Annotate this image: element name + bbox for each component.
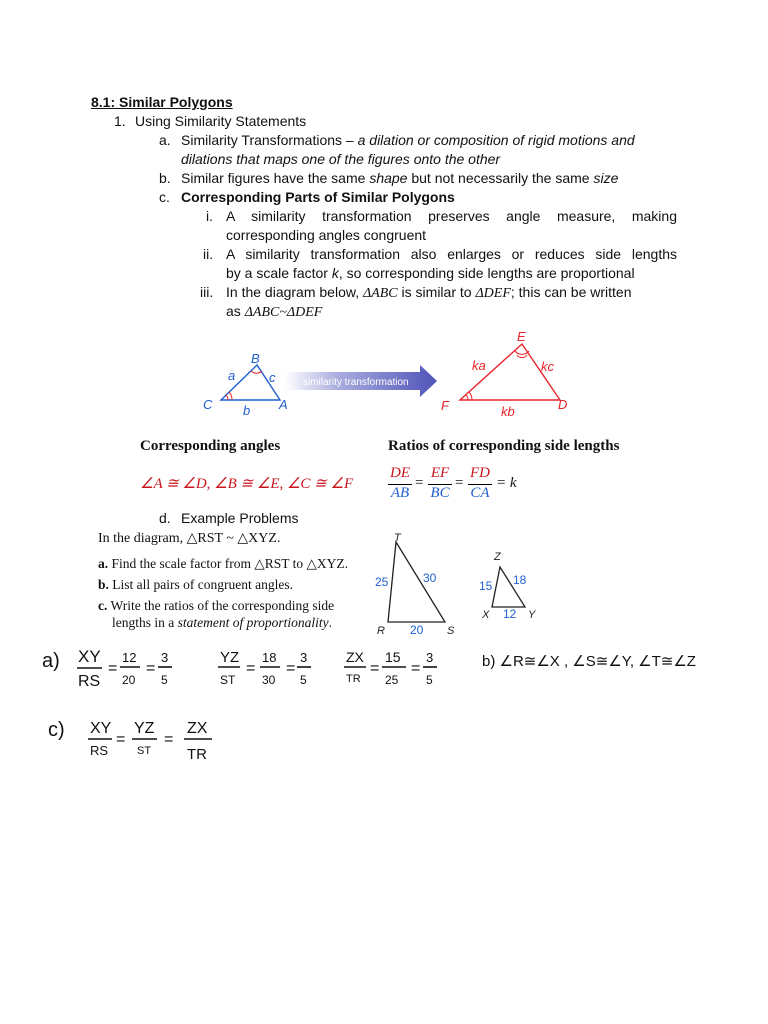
outline-1-number: 1. xyxy=(114,113,126,129)
frac-18-30-den: 30 xyxy=(262,673,276,687)
example-intro: In the diagram, △RST ~ △XYZ. xyxy=(98,531,281,546)
angle-e-mark-inner xyxy=(517,355,527,358)
outline-d-text: Example Problems xyxy=(181,510,299,526)
eq-3: = xyxy=(246,660,256,677)
question-c-label: c. xyxy=(98,598,108,613)
ratio-1-denominator-text: AB xyxy=(390,485,410,501)
question-a-text: Find the scale factor from △RST to △XYZ. xyxy=(111,556,348,571)
ratio-eq-2: = xyxy=(455,475,464,491)
c-frac-zx-den: TR xyxy=(187,746,207,763)
outline-b-size: size xyxy=(593,170,619,186)
c-eq-2: = xyxy=(164,731,174,748)
frac-xy-rs-num: XY xyxy=(78,647,101,666)
outline-ii-k: k xyxy=(331,265,339,281)
eq-1: = xyxy=(108,660,118,677)
ratio-1-denominator xyxy=(388,485,412,502)
ratio-3-numerator: FD xyxy=(470,465,490,481)
angle-c-mark xyxy=(229,392,232,400)
handwritten-answer-c xyxy=(40,712,240,774)
vertex-c-label: C xyxy=(203,397,213,412)
frac-3-5-a-num: 3 xyxy=(161,650,169,665)
similarity-arrow xyxy=(285,365,437,397)
example-question-c xyxy=(98,598,334,614)
example-question-c-line2 xyxy=(112,615,332,631)
vertex-y-label: Y xyxy=(528,609,536,621)
outline-ii-part1: by a scale factor xyxy=(226,265,332,281)
angle-c-mark-inner xyxy=(226,395,228,400)
side-20-label: 20 xyxy=(410,623,424,637)
answer-a-label: a) xyxy=(42,650,60,672)
outline-a-lead: Similarity Transformations – xyxy=(181,132,358,148)
eq-5: = xyxy=(370,660,380,677)
corresponding-angles-title: Corresponding angles xyxy=(140,438,281,454)
angle-f-mark-inner xyxy=(466,395,468,400)
outline-b-part1: Similar figures have the same xyxy=(181,170,370,186)
outline-iii-as: as xyxy=(226,303,245,319)
frac-3-5-a-den: 5 xyxy=(161,673,168,687)
c-frac-xy-den: RS xyxy=(90,743,109,758)
eq-2: = xyxy=(146,660,156,677)
similarity-diagram xyxy=(195,325,595,425)
outline-iii-part1: In the diagram below, xyxy=(226,284,363,300)
question-c-part1: lengths in a xyxy=(112,615,178,630)
vertex-e-label: E xyxy=(517,329,526,344)
small-triangle-abc xyxy=(203,351,288,418)
side-12-label: 12 xyxy=(503,607,517,621)
example-question-a xyxy=(98,556,348,572)
frac-3-5-c-num: 3 xyxy=(426,650,434,665)
vertex-s-label: S xyxy=(447,625,455,637)
question-b-label: b. xyxy=(98,577,109,592)
outline-iii-line2 xyxy=(226,302,322,322)
frac-zx-tr-num: ZX xyxy=(346,649,364,665)
example-question-b xyxy=(98,577,293,593)
frac-zx-tr-den: TR xyxy=(346,673,361,685)
outline-ii-line2 xyxy=(226,264,635,283)
side-ka-label: ka xyxy=(472,358,486,373)
ratio-2-numerator: EF xyxy=(430,465,450,481)
page-title: 8.1: Similar Polygons xyxy=(91,94,233,110)
outline-d-number: d. xyxy=(159,510,171,526)
c-frac-yz-num: YZ xyxy=(134,720,155,737)
eq-4: = xyxy=(286,660,296,677)
vertex-x-label: X xyxy=(482,609,490,621)
outline-ii-line1: A similarity transformation also enlarges or reduces side lengths xyxy=(226,246,677,262)
side-18-label: 18 xyxy=(513,573,527,587)
side-b-label: b xyxy=(243,403,251,418)
question-c-term: statement of proportionality xyxy=(177,615,329,630)
side-a-label: a xyxy=(228,368,236,383)
frac-3-5-b-den: 5 xyxy=(300,673,307,687)
side-kc-label: kc xyxy=(541,359,554,374)
outline-ii-part2: , so corresponding side lengths are proportional xyxy=(338,265,635,281)
frac-15-25-num: 15 xyxy=(385,649,401,665)
frac-3-5-b-num: 3 xyxy=(300,650,308,665)
outline-i-line1: A similarity transformation preserves angle measure, making xyxy=(226,208,677,224)
outline-a-number: a. xyxy=(159,132,171,148)
vertex-r-label: R xyxy=(377,625,385,637)
frac-3-5-c-den: 5 xyxy=(426,673,433,687)
frac-xy-rs-den: RS xyxy=(78,673,101,690)
handwritten-answer-a xyxy=(40,640,730,695)
outline-b-shape: shape xyxy=(369,170,408,186)
outline-b-text xyxy=(181,169,618,188)
ratio-3-denominator: CA xyxy=(470,485,490,501)
ratio-1-numerator: DE xyxy=(390,465,410,481)
frac-12-20-den: 20 xyxy=(122,673,136,687)
eq-6: = xyxy=(411,660,421,677)
frac-12-20-num: 12 xyxy=(122,650,137,665)
vertex-b-label: B xyxy=(251,351,260,366)
vertex-z-label: Z xyxy=(494,551,501,563)
outline-a-line2: dilations that maps one of the figures onto the other xyxy=(181,151,501,167)
outline-b-part2: but not necessarily the same xyxy=(407,170,594,186)
question-a-label: a. xyxy=(98,556,109,571)
outline-iii-line1 xyxy=(226,283,632,303)
question-c-period: . xyxy=(328,615,332,630)
outline-iii-def: ΔDEF xyxy=(475,286,511,301)
vertex-a-label: A xyxy=(279,397,288,412)
triangle-rst-outline xyxy=(388,542,445,622)
ratio-equals-k: = k xyxy=(496,475,517,491)
question-b-text: List all pairs of congruent angles. xyxy=(112,577,293,592)
outline-c-number: c. xyxy=(159,189,170,205)
side-kb-label: kb xyxy=(501,404,515,419)
triangle-rst xyxy=(375,532,455,637)
outline-1-text: Using Similarity Statements xyxy=(135,113,307,129)
side-15-label: 15 xyxy=(479,579,493,593)
ratios-title: Ratios of corresponding side lengths xyxy=(388,438,620,454)
side-30-label: 30 xyxy=(423,571,437,585)
c-frac-zx-num: ZX xyxy=(187,720,208,737)
c-eq-1: = xyxy=(116,731,126,748)
answer-c-label: c) xyxy=(48,719,65,741)
frac-yz-st-num: YZ xyxy=(220,649,240,666)
c-frac-xy-num: XY xyxy=(90,720,112,737)
side-c-label: c xyxy=(269,370,276,385)
frac-18-30-num: 18 xyxy=(262,650,277,665)
outline-ii-number: ii. xyxy=(203,246,214,262)
frac-15-25-den: 25 xyxy=(385,673,399,687)
outline-i-number: i. xyxy=(206,208,213,224)
angle-f-mark xyxy=(469,392,472,400)
outline-a-definition: a dilation or composition of rigid motions and xyxy=(357,132,635,148)
example-triangles xyxy=(370,530,550,640)
outline-b-number: b. xyxy=(159,170,171,186)
frac-yz-st-den: ST xyxy=(220,673,236,687)
c-frac-yz-den: ST xyxy=(137,745,152,757)
large-triangle-def xyxy=(441,329,567,419)
vertex-f-label: F xyxy=(441,398,449,413)
outline-iii-statement: ΔABC~ΔDEF xyxy=(244,305,323,320)
outline-c-text: Corresponding Parts of Similar Polygons xyxy=(181,189,455,205)
corresponding-angles-statement: ∠A ≅ ∠D, ∠B ≅ ∠E, ∠C ≅ ∠F xyxy=(140,476,354,492)
triangle-xyz xyxy=(479,551,536,621)
outline-iii-abc: ΔABC xyxy=(362,286,398,301)
vertex-d-label: D xyxy=(558,397,568,412)
outline-iii-part3: ; this can be written xyxy=(510,284,632,300)
ratio-2-denominator: BC xyxy=(430,485,450,501)
answer-b-text: b) ∠R≅∠X , ∠S≅∠Y, ∠T≅∠Z xyxy=(482,653,696,670)
outline-i-line2: corresponding angles congruent xyxy=(226,227,427,243)
vertex-t-label: T xyxy=(394,532,401,544)
outline-a-line1 xyxy=(181,131,635,150)
ratio-eq-1: = xyxy=(415,475,424,491)
arrow-label: similarity transformation xyxy=(303,377,409,388)
outline-iii-number: iii. xyxy=(200,284,214,300)
outline-iii-part2: is similar to xyxy=(397,284,476,300)
side-25-label: 25 xyxy=(375,575,389,589)
question-c-text: Write the ratios of the corresponding side xyxy=(110,598,335,613)
